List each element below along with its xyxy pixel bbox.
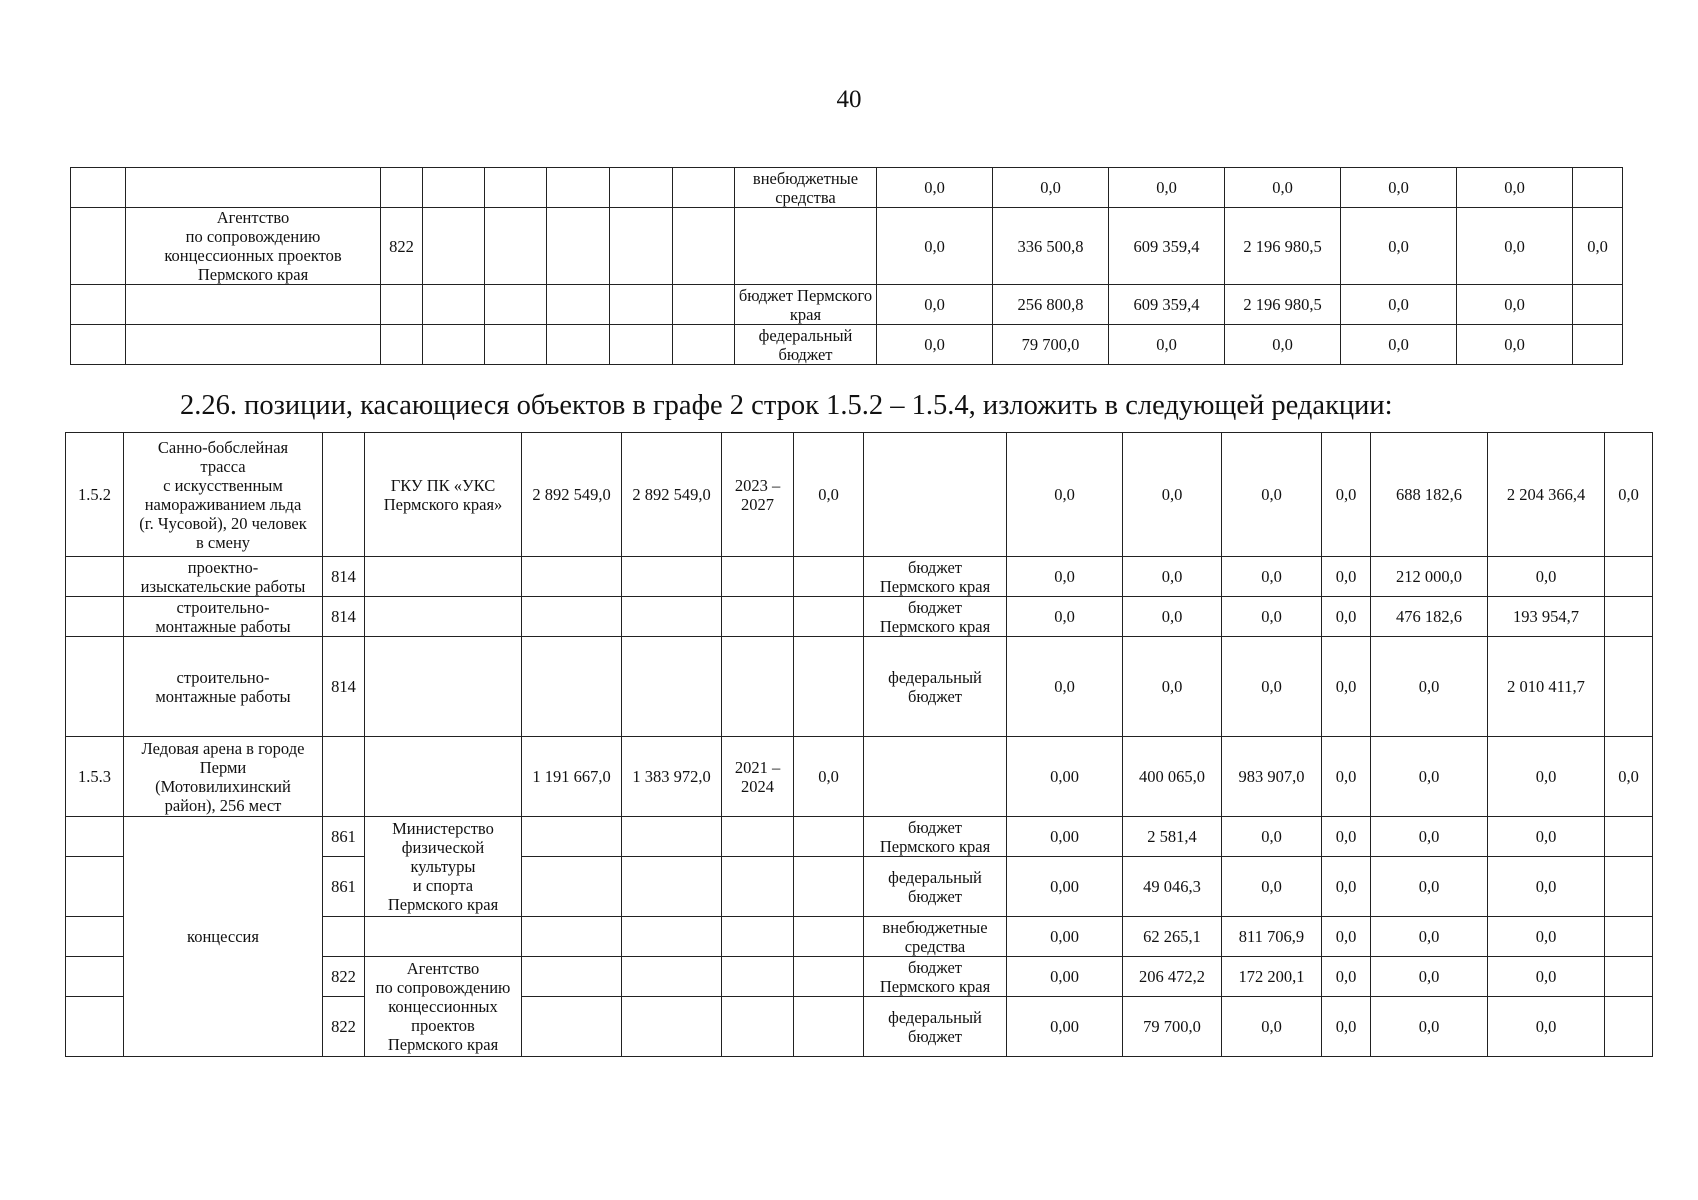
table-cell — [485, 285, 547, 325]
table-cell — [1605, 817, 1653, 857]
table-cell: 193 954,7 — [1488, 597, 1605, 637]
value-cell: 79 700,0 — [1123, 997, 1222, 1057]
cell — [66, 817, 124, 857]
table-cell — [547, 325, 610, 365]
value-cell: 0,0 — [1488, 997, 1605, 1057]
table-cell: 0,0 — [1322, 597, 1371, 637]
table-cell: 0,0 — [1222, 433, 1322, 557]
table-row — [71, 325, 1623, 365]
concession-label: концессия — [124, 817, 323, 1057]
value-cell: 172 200,1 — [1222, 957, 1322, 997]
value-cell: 0,0 — [1322, 997, 1371, 1057]
table-cell — [381, 285, 423, 325]
table-cell — [610, 285, 673, 325]
table-cell: 0,0 — [1457, 168, 1573, 208]
table-cell: 0,0 — [1371, 737, 1488, 817]
cell — [66, 957, 124, 997]
cell — [66, 857, 124, 917]
value-cell: 0,0 — [1322, 857, 1371, 917]
table-cell — [673, 168, 735, 208]
table-cell: 476 182,6 — [1371, 597, 1488, 637]
cell-source: внебюджетные средства — [864, 917, 1007, 957]
value-cell: 2 581,4 — [1123, 817, 1222, 857]
table-cell — [423, 168, 485, 208]
table-cell: федеральный бюджет — [735, 325, 877, 365]
agency-executor: Агентство по сопровождению концессионных проектов Пермского края — [365, 957, 522, 1057]
value-cell: 49 046,3 — [1123, 857, 1222, 917]
table-cell — [722, 597, 794, 637]
table-cell: 2 892 549,0 — [622, 433, 722, 557]
table-cell: 0,0 — [1222, 557, 1322, 597]
table-cell: 814 — [323, 637, 365, 737]
table-cell: Санно-бобслейная трасса с искусственным намораживанием льда (г. Чусовой), 20 человек в смену — [124, 433, 323, 557]
table-cell — [485, 208, 547, 285]
table-cell — [610, 208, 673, 285]
table-cell: 0,0 — [1341, 168, 1457, 208]
table-cell — [735, 208, 877, 285]
table-cell: 0,0 — [1225, 325, 1341, 365]
value-cell: 0,0 — [1371, 957, 1488, 997]
table-cell: 814 — [323, 597, 365, 637]
table-cell — [1573, 168, 1623, 208]
table-cell — [722, 557, 794, 597]
table-cell: строительно- монтажные работы — [124, 597, 323, 637]
table-cell: 0,0 — [1341, 208, 1457, 285]
table-cell: 2 204 366,4 — [1488, 433, 1605, 557]
table-cell — [423, 325, 485, 365]
table-cell: 0,0 — [1605, 737, 1653, 817]
table-cell: 0,0 — [1341, 325, 1457, 365]
table-cell: 0,0 — [877, 285, 993, 325]
value-cell: 0,0 — [1488, 817, 1605, 857]
table-cell: 2023 – 2027 — [722, 433, 794, 557]
table-cell: внебюджетные средства — [735, 168, 877, 208]
cell — [66, 917, 124, 957]
table-cell — [864, 433, 1007, 557]
table-cell: 0,0 — [1109, 168, 1225, 208]
table-row — [66, 433, 1653, 557]
table-cell: 0,0 — [1123, 433, 1222, 557]
table-cell: бюджет Пермского края — [864, 557, 1007, 597]
table-cell: 0,0 — [1123, 597, 1222, 637]
table-cell — [1605, 997, 1653, 1057]
table-cell: 0,0 — [877, 325, 993, 365]
table-cell — [365, 557, 522, 597]
cell-source: бюджет Пермского края — [864, 957, 1007, 997]
cell-ved: 861 — [323, 857, 365, 917]
value-cell: 0,0 — [1222, 817, 1322, 857]
table-cell: 0,0 — [1007, 637, 1123, 737]
table-cell: 814 — [323, 557, 365, 597]
table-cell — [423, 208, 485, 285]
table-cell: 0,0 — [1322, 557, 1371, 597]
table-cell — [1605, 557, 1653, 597]
value-cell: 0,0 — [1222, 857, 1322, 917]
value-cell: 206 472,2 — [1123, 957, 1222, 997]
table-row — [66, 637, 1653, 737]
table-cell — [381, 168, 423, 208]
table-cell — [610, 325, 673, 365]
table-cell: 609 359,4 — [1109, 208, 1225, 285]
table-cell — [547, 285, 610, 325]
value-cell: 0,0 — [1322, 957, 1371, 997]
value-cell: 0,0 — [1322, 917, 1371, 957]
table-cell: 0,0 — [1573, 208, 1623, 285]
table-cell: 0,0 — [1123, 637, 1222, 737]
table-cell — [794, 637, 864, 737]
table-cell — [622, 637, 722, 737]
table-cell: 0,0 — [794, 433, 864, 557]
value-cell: 0,00 — [1007, 857, 1123, 917]
value-cell: 0,00 — [1007, 817, 1123, 857]
table-cell — [522, 597, 622, 637]
cell-source: федеральный бюджет — [864, 857, 1007, 917]
table-cell: 1 383 972,0 — [622, 737, 722, 817]
value-cell: 0,0 — [1222, 997, 1322, 1057]
cell-ved: 861 — [323, 817, 365, 857]
table-row — [66, 597, 1653, 637]
table-cell — [1573, 325, 1623, 365]
table-cell: 0,0 — [1605, 433, 1653, 557]
table-cell: Агентство по сопровождению концессионных проектов Пермского края — [126, 208, 381, 285]
table-cell: бюджет Пермского края — [864, 597, 1007, 637]
table-cell: 0,0 — [1457, 208, 1573, 285]
table-cell — [547, 168, 610, 208]
table-row — [66, 737, 1653, 817]
value-cell: 0,00 — [1007, 917, 1123, 957]
value-cell: 0,0 — [1488, 917, 1605, 957]
table-cell — [485, 325, 547, 365]
table-cell: 212 000,0 — [1371, 557, 1488, 597]
table-cell: 0,0 — [993, 168, 1109, 208]
table-cell: 0,0 — [1322, 637, 1371, 737]
table-row — [71, 285, 1623, 325]
table-cell: 0,0 — [1109, 325, 1225, 365]
table-cell — [323, 737, 365, 817]
table-cell — [485, 168, 547, 208]
table-cell — [71, 285, 126, 325]
table-cell: 2 892 549,0 — [522, 433, 622, 557]
table-cell — [673, 325, 735, 365]
table-cell: 1.5.3 — [66, 737, 124, 817]
table-cell: 0,0 — [1322, 737, 1371, 817]
table-cell: 609 359,4 — [1109, 285, 1225, 325]
cell-source: бюджет Пермского края — [864, 817, 1007, 857]
cell-ved: 822 — [323, 957, 365, 997]
table-cell — [423, 285, 485, 325]
table-cell — [622, 557, 722, 597]
table-cell: 2 010 411,7 — [1488, 637, 1605, 737]
cell-ved: 822 — [323, 997, 365, 1057]
table-cell — [622, 597, 722, 637]
value-cell: 0,0 — [1488, 957, 1605, 997]
table-cell: 983 907,0 — [1222, 737, 1322, 817]
table-cell — [71, 208, 126, 285]
table-cell: 0,0 — [1123, 557, 1222, 597]
table-cell — [547, 208, 610, 285]
table-cell — [673, 285, 735, 325]
value-cell: 811 706,9 — [1222, 917, 1322, 957]
table-cell: 0,0 — [1225, 168, 1341, 208]
value-cell: 0,0 — [1371, 997, 1488, 1057]
table-cell — [1605, 917, 1653, 957]
table-cell: 0,0 — [877, 168, 993, 208]
page-number: 40 — [836, 86, 862, 113]
table-row — [71, 208, 1623, 285]
table-cell — [365, 737, 522, 817]
table-cell — [794, 557, 864, 597]
table-cell: бюджет Пермского края — [735, 285, 877, 325]
table-cell: 0,0 — [1007, 433, 1123, 557]
table-cell: 688 182,6 — [1371, 433, 1488, 557]
table-cell — [66, 637, 124, 737]
table-cell — [323, 433, 365, 557]
objects-table — [65, 432, 1653, 1057]
table-cell — [1605, 957, 1653, 997]
table-cell: 2 196 980,5 — [1225, 208, 1341, 285]
value-cell: 0,0 — [1371, 857, 1488, 917]
value-cell: 0,0 — [1488, 857, 1605, 917]
table-cell: ГКУ ПК «УКС Пермского края» — [365, 433, 522, 557]
table-cell: 336 500,8 — [993, 208, 1109, 285]
table-cell: 0,0 — [1371, 637, 1488, 737]
table-cell: 400 065,0 — [1123, 737, 1222, 817]
value-cell: 0,0 — [1371, 917, 1488, 957]
table-cell — [126, 285, 381, 325]
table-cell — [794, 597, 864, 637]
ministry-executor: Министерство физической культуры и спорта Пермского края — [365, 817, 522, 917]
value-cell: 0,00 — [1007, 957, 1123, 997]
table-cell — [1605, 597, 1653, 637]
table-cell: 0,0 — [1007, 557, 1123, 597]
table-cell: 0,0 — [1341, 285, 1457, 325]
table-cell: 0,0 — [1222, 597, 1322, 637]
table-cell: 1.5.2 — [66, 433, 124, 557]
table-cell — [1605, 857, 1653, 917]
table-cell — [71, 168, 126, 208]
table-cell: 0,0 — [1488, 737, 1605, 817]
table-cell: строительно- монтажные работы — [124, 637, 323, 737]
cell-ved — [323, 917, 365, 957]
table-cell — [126, 168, 381, 208]
table-row — [71, 168, 1623, 208]
table-cell: 0,0 — [1488, 557, 1605, 597]
table-cell: 0,0 — [1322, 433, 1371, 557]
table-cell: 0,0 — [1222, 637, 1322, 737]
table-cell: 256 800,8 — [993, 285, 1109, 325]
table-cell: 0,0 — [1457, 285, 1573, 325]
table-cell: 0,00 — [1007, 737, 1123, 817]
table-cell: 822 — [381, 208, 423, 285]
table-cell: 0,0 — [794, 737, 864, 817]
table-continuation — [70, 167, 1623, 365]
table-cell — [66, 557, 124, 597]
table-cell: 0,0 — [877, 208, 993, 285]
cell — [66, 997, 124, 1057]
table-cell: Ледовая арена в городе Перми (Мотовилихинский район), 256 мест — [124, 737, 323, 817]
table-cell: 2 196 980,5 — [1225, 285, 1341, 325]
table-cell — [1605, 637, 1653, 737]
value-cell: 0,0 — [1322, 817, 1371, 857]
table-cell: 2021 – 2024 — [722, 737, 794, 817]
table-cell: проектно- изыскательские работы — [124, 557, 323, 597]
table-cell — [381, 325, 423, 365]
cell-source: федеральный бюджет — [864, 997, 1007, 1057]
table-row — [66, 557, 1653, 597]
table-cell: федеральный бюджет — [864, 637, 1007, 737]
table-cell — [722, 637, 794, 737]
table-cell: 1 191 667,0 — [522, 737, 622, 817]
table-cell — [71, 325, 126, 365]
table-row — [66, 817, 1653, 857]
table-cell — [522, 637, 622, 737]
table-cell — [365, 637, 522, 737]
value-cell: 0,0 — [1371, 817, 1488, 857]
table-cell — [365, 597, 522, 637]
table-cell: 0,0 — [1457, 325, 1573, 365]
table-cell — [1573, 285, 1623, 325]
table-cell — [66, 597, 124, 637]
value-cell: 0,00 — [1007, 997, 1123, 1057]
table-cell — [522, 557, 622, 597]
table-cell — [610, 168, 673, 208]
table-cell: 0,0 — [1007, 597, 1123, 637]
section-heading: 2.26. позиции, касающиеся объектов в графе 2 строк 1.5.2 – 1.5.4, изложить в следующей редакции: — [180, 390, 1393, 421]
table-cell — [673, 208, 735, 285]
table-cell — [126, 325, 381, 365]
value-cell: 62 265,1 — [1123, 917, 1222, 957]
table-cell — [864, 737, 1007, 817]
table-cell: 79 700,0 — [993, 325, 1109, 365]
